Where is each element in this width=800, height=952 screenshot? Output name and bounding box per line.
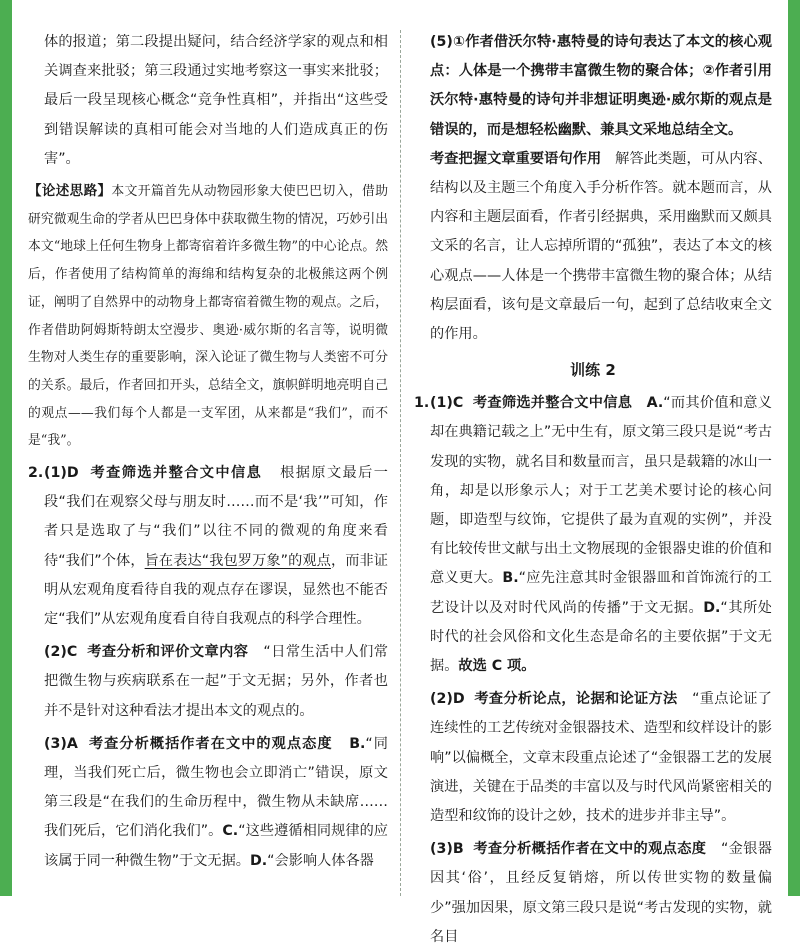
- left-column: [28, 28, 388, 876]
- thinking-text: 本文开篇首先从动物园形象大使巴巴切入，借助研究微观生命的学者从巴巴身体中获取微生物的情况，巧妙引出本文“地球上任何生物身上都寄宿着许多微生物”的中心论点。然后，作者使用了结构简单的海绵和结构复杂的北极熊这两个例证，阐明了自然界中的动物身上都寄宿着微生物的观点。之后，作者借助阿姆斯特朗太空漫步、奥逊·威尔斯的名言等，说明微生物对人类生存的重要影响，深入论证了微生物与人类密不可分的关系。最后，作者回扣开头，总结全文，旗帜鲜明地亮明自己的观点——我们每个人都是一支军团，从来都是“我们”，而不是“我”。: [28, 184, 389, 449]
- q1-1-conclusion: 故选 C 项。: [458, 658, 536, 675]
- q1-2-label: (2)D: [430, 691, 465, 708]
- q1-1-text-a: “而其价值和意义却在典籍记载之上”无中生有，原文第三段只是说“考古发现的实物，就名目和数量而言，虽只是载籍的冰山一角，却是以形象示人；对于工艺美术要讨论的核心问题，即造型与纹饰，它提供了最为直观的实例”，并没有比较传世文献与出土文物展现的金银器史谁的价值和意义更大。: [430, 395, 772, 587]
- q2-1-answer: [44, 459, 388, 634]
- q1-1-text-b: “应先注意其时金银器皿和首饰流行的工艺设计以及对时代风尚的传播”于文无据。: [430, 570, 772, 616]
- section-title: 训练 2: [570, 361, 616, 380]
- q2-2-head: 考查分析和评价文章内容: [87, 644, 249, 661]
- left-green-bar: [0, 0, 12, 896]
- intro-paragraph: 体的报道；第二段提出疑问，结合经济学家的观点和相关调查来批驳；第三段通过实地考察这一事实来批驳；最后一段呈现核心概念“竞争性真相”，并指出“这些受到错误解读的真相可能会对当地的人们造成真正的伤害”。: [44, 34, 388, 167]
- q1-1-option-d: D.: [703, 599, 721, 616]
- q1-2-text: “重点论证了连续性的工艺传统对金银器技术、造型和纹样设计的影响”以偏概全，文章末段重点论述了“金银器工艺的发展演进，关键在于品类的丰富以及与时代风尚紧密相关的造型和纹饰的设计之妙，技术的进步并非主导”。: [430, 691, 772, 825]
- q2-3-text-c: “这些遵循相同规律的应该属于同一种微生物”于文无据。: [44, 823, 388, 869]
- q2-3-text-d: “会影响人体各器: [267, 852, 374, 869]
- q1-2-answer: [414, 685, 772, 831]
- q2-3-text-b: “同理，当我们死亡后，微生物也会立即消亡”错误，原文第三段是“在我们的生命历程中，微生物从未缺席……我们死后，它们消化我们”。: [44, 735, 388, 840]
- q5-answer: [414, 28, 772, 145]
- q1-3-head: 考查分析概括作者在文中的观点态度: [473, 841, 707, 858]
- q1-1-option-a: A.: [646, 395, 664, 412]
- q1-1-option-b: B.: [502, 570, 519, 587]
- q1-1-answer: [430, 389, 772, 681]
- question-2: [28, 459, 388, 634]
- q1-1-head: 考查筛选并整合文中信息: [472, 395, 633, 412]
- q2-1-label: (1)D: [44, 465, 79, 482]
- q2-1-text-a: 根据原文最后一段“我们在观察父母与朋友时……而不是‘我’”可知，作者只是选取了与“我们”以往不同的微观的角度来看待“我们”个体，: [44, 465, 388, 569]
- right-green-bar: [788, 0, 800, 896]
- q2-1-head: 考查筛选并整合文中信息: [90, 465, 263, 482]
- q1-3-label: (3)B: [430, 841, 464, 858]
- question-1: [414, 389, 772, 681]
- q2-2-answer: [28, 638, 388, 726]
- q2-3-head: 考查分析概括作者在文中的观点态度: [88, 735, 333, 752]
- q2-1-text-b: ，而非证明从宏观角度看待自我的观点存在谬误，显然也不能否定“我们”从宏观角度看自待自我观点的科学合理性。: [44, 552, 388, 628]
- thinking-tag: 【论述思路】: [28, 183, 112, 200]
- q2-2-label: (2)C: [44, 644, 78, 661]
- q2-3-option-b: B.: [349, 735, 366, 752]
- q5-analysis: [414, 145, 772, 349]
- q1-3-answer: [414, 835, 772, 952]
- q2-3-option-d: D.: [249, 852, 268, 869]
- column-divider: [400, 30, 401, 896]
- q1-1-text-d: “其所处时代的社会风俗和文化生态是命名的主要依据”于文无据。: [430, 599, 772, 675]
- right-column: [414, 28, 772, 952]
- q2-3-option-c: C.: [222, 823, 239, 840]
- thinking-paragraph: [28, 178, 388, 455]
- q1-1-label: (1)C: [430, 395, 464, 412]
- q5-head: 考查把握文章重要语句作用: [430, 150, 602, 167]
- q5-analysis-text: 解答此类题，可从内容、结构以及主题三个角度入手分析作答。就本题而言，从内容和主题层面看，作者引经据典，采用幽默而又颇具文采的名言，让人忘掉所谓的“孤独”，表达了本文的核心观点——人体是一个携带丰富微生物的聚合体；从结构层面看，该句是文章最后一句，起到了总结收束全文的作用。: [430, 150, 772, 343]
- q5-text: ①作者借沃尔特·惠特曼的诗句表达了本文的核心观点：人体是一个携带丰富微生物的聚合体；②作者引用沃尔特·惠特曼的诗句并非想证明奥逊·威尔斯的观点是错误的，而是想轻松幽默、兼具文采地总结全文。: [430, 34, 772, 138]
- q1-3-text: “金银器因其‘俗’，且经反复销熔，所以传世实物的数量偏少”强加因果，原文第三段只是说“考古发现的实物，就名目: [430, 841, 772, 945]
- question-1-number: 1.: [414, 395, 430, 412]
- q2-3-label: (3)A: [44, 735, 78, 752]
- q2-3-answer: [28, 730, 388, 876]
- q2-1-underlined: 旨在表达“我包罗万象”的观点: [144, 552, 331, 569]
- q5-label: (5): [430, 34, 453, 50]
- q2-2-text: “日常生活中人们常把微生物与疾病联系在一起”于文无据；另外，作者也并不是针对这种看法才提出本文的观点的。: [44, 644, 388, 719]
- q1-2-head: 考查分析论点，论据和论证方法: [474, 691, 678, 708]
- question-2-number: 2.: [28, 465, 44, 482]
